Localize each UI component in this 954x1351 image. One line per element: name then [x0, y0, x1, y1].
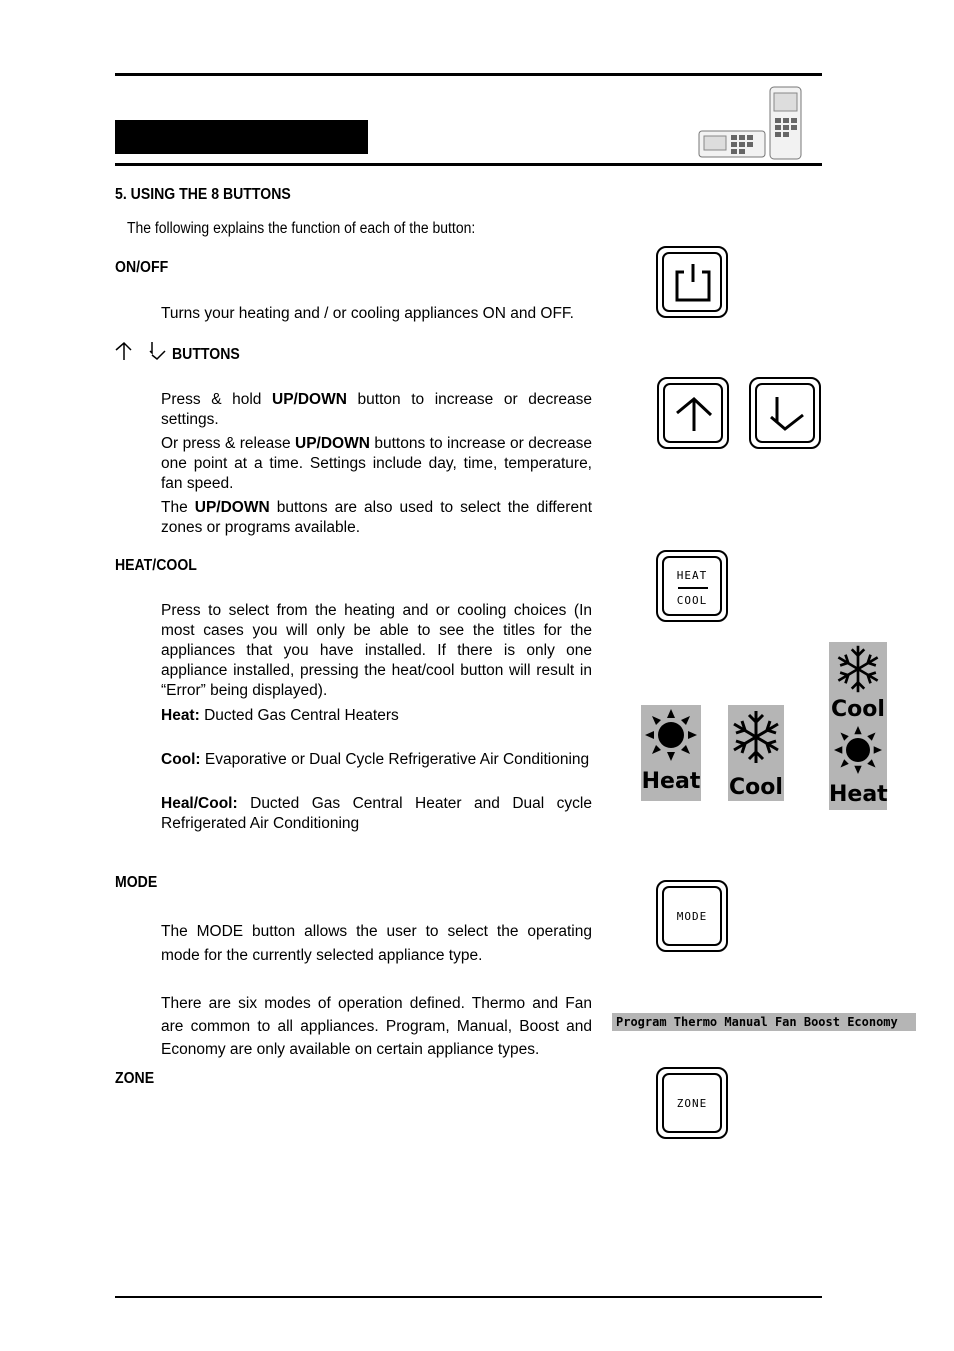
remote-controls-image: [698, 85, 804, 161]
updown-text-3: The UP/DOWN buttons are also used to select the different zones or programs available.: [161, 499, 593, 536]
mode-button[interactable]: [656, 880, 728, 952]
lcd-heat: [641, 705, 701, 801]
updown-text-2: Or press & release UP/DOWN buttons to increase or decrease one point at a time. Settings include day, time, temperature, fan speed.: [161, 435, 592, 492]
heat-cool-button[interactable]: [656, 550, 728, 622]
cool-description: Cool: Evaporative or Dual Cycle Refrigerative Air Conditioning: [161, 751, 590, 768]
lcd-cool-label-2: Cool: [831, 697, 885, 722]
heat-cool-divider: [678, 587, 708, 589]
heat-description: Heat: Ducted Gas Central Heaters: [161, 707, 399, 724]
heatcool-description: Heal/Cool: Ducted Gas Central Heater and Dual cycle Refrigerated Air Conditioning: [161, 795, 592, 832]
top-rule: [115, 73, 822, 76]
power-icon: [674, 262, 712, 304]
mode-options-strip: Program Thermo Manual Fan Boost Economy: [612, 1013, 916, 1031]
heatcool-text: Press to select from the heating and or cooling choices (In most cases you will only be able to see the titles for the appliances that you have installed. If there is only one appliance installed, pressing the heat/cool button will result in “Error” being displayed).: [161, 602, 592, 699]
mode-text-2: There are six modes of operation defined. Thermo and Fan are common to all appliances. Program, Manual, Boost and Economy are only available on certain appliance types.: [161, 995, 592, 1058]
down-chevron-icon: [765, 393, 807, 435]
footer-rule: [115, 1296, 822, 1298]
lcd-cool-label: Cool: [729, 775, 783, 800]
updown-heading: BUTTONS: [172, 346, 240, 363]
onoff-text: Turns your heating and / or cooling appliances ON and OFF.: [161, 305, 574, 322]
sun-icon: [645, 709, 697, 761]
updown-text-1: Press & hold UP/DOWN button to increase or decrease settings.: [161, 391, 592, 428]
header-black-bar: [115, 120, 368, 154]
mode-heading: MODE: [115, 874, 158, 891]
mode-button-label: MODE: [676, 910, 708, 923]
heatcool-heading: HEAT/COOL: [115, 557, 197, 574]
sun-icon: [834, 726, 882, 774]
down-button[interactable]: [749, 377, 821, 449]
section-title: 5. USING THE 8 BUTTONS: [115, 186, 291, 203]
snowflake-icon: [732, 709, 780, 765]
up-button[interactable]: [657, 377, 729, 449]
mode-text-1: The MODE button allows the user to select the operating mode for the currently selected appliance type.: [161, 923, 592, 964]
intro-text: The following explains the function of each of the button:: [127, 220, 476, 237]
zone-heading: ZONE: [115, 1070, 155, 1087]
heat-cool-button-bottom-label: COOL: [676, 594, 708, 607]
header-bottom-rule: [115, 163, 822, 166]
zone-button[interactable]: [656, 1067, 728, 1139]
up-chevron-icon: [673, 393, 715, 435]
up-arrow-icon: [114, 340, 134, 362]
lcd-heat-label: Heat: [641, 769, 701, 794]
lcd-cool-heat: [829, 642, 887, 810]
down-arrow-icon: [147, 340, 167, 362]
lcd-heat-label-2: Heat: [829, 782, 888, 807]
lcd-cool: [728, 705, 784, 801]
power-button[interactable]: [656, 246, 728, 318]
zone-button-label: ZONE: [676, 1097, 708, 1110]
onoff-heading: ON/OFF: [115, 259, 169, 276]
heat-cool-button-top-label: HEAT: [676, 569, 708, 582]
snowflake-icon: [835, 644, 881, 694]
